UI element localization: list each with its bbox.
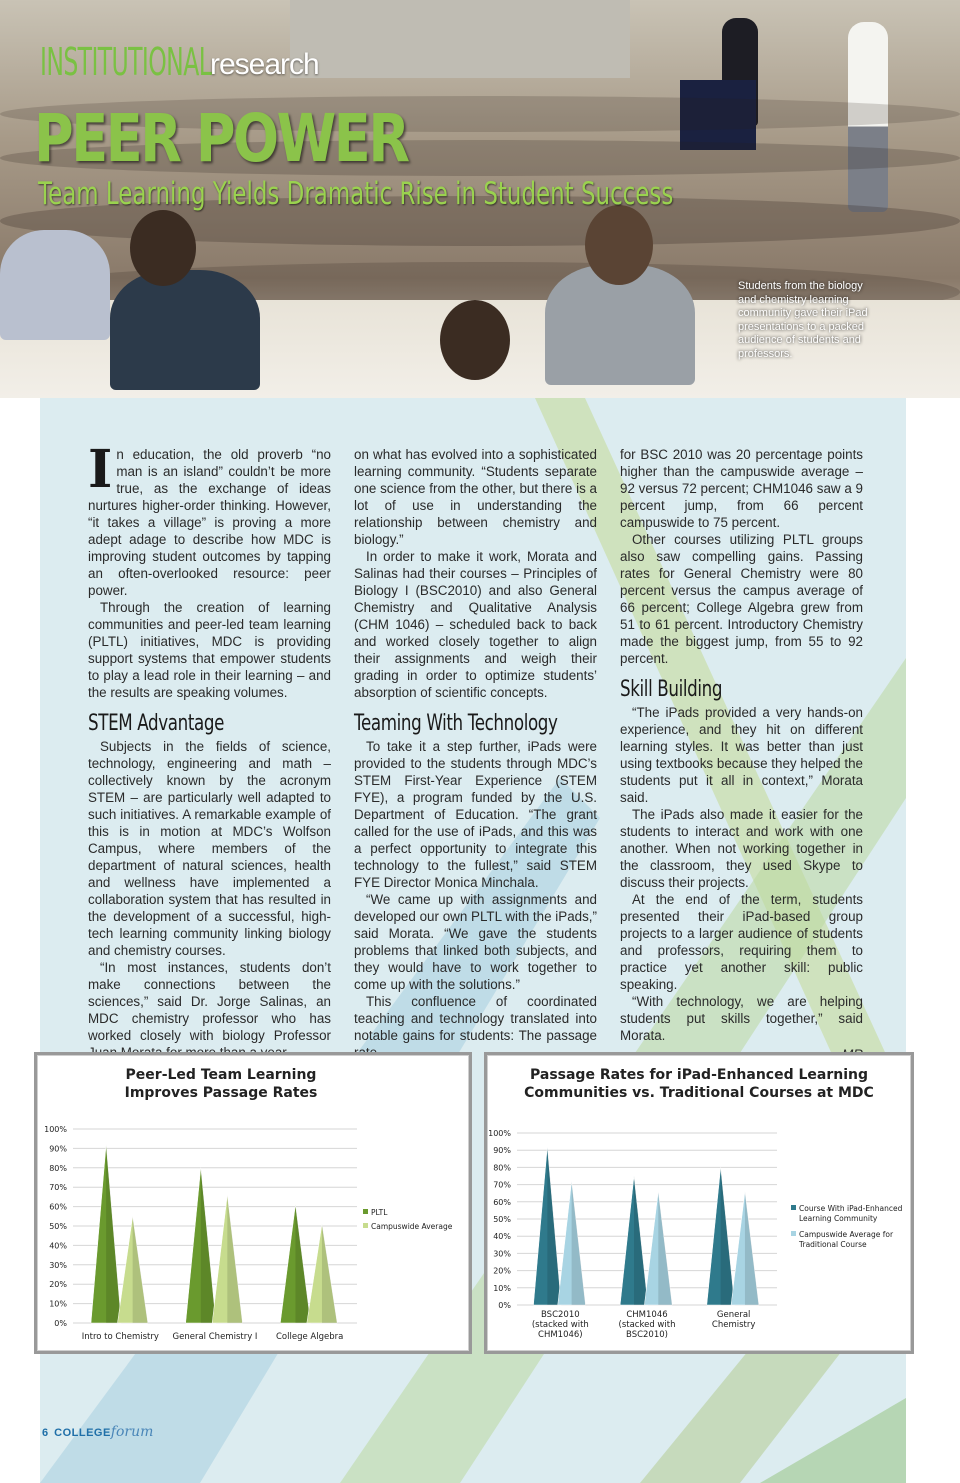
paragraph: The iPads also made it easier for the students to interact and work with one another. When not working together in the classroom, they used Skype to discuss their projects. bbox=[620, 807, 863, 890]
article-column-3 bbox=[620, 446, 863, 1063]
y-tick-label: 50% bbox=[49, 1222, 67, 1231]
paragraph: “We came up with assignments and developed our own PLTL with the iPads,” said Morata. “We gave the students problems that linked both subjects, and they would have to work together to come up with the solutions.” bbox=[354, 892, 597, 992]
projection-screen bbox=[290, 0, 630, 78]
legend-label: Course With iPad-Enhanced bbox=[799, 1204, 903, 1213]
chart-svg bbox=[37, 1055, 469, 1351]
y-tick-label: 20% bbox=[493, 1266, 511, 1276]
legend-label: Traditional Course bbox=[799, 1240, 867, 1249]
chart-pltl-passage-rates bbox=[34, 1052, 472, 1354]
paragraph: n education, the old proverb “no man is an island” couldn’t be more true, as the exchange of ideas nurtures higher-order thinking. However, “it takes a village” is proving a more adept adage to describe how MDC is improving student outcomes by tapping an often-overlooked resource: peer power. bbox=[88, 447, 331, 598]
x-tick-label: BSC2010) bbox=[626, 1330, 668, 1340]
x-tick-label: General Chemistry I bbox=[172, 1332, 258, 1342]
y-tick-label: 100% bbox=[488, 1129, 511, 1138]
paragraph: To take it a step further, iPads were provided to the students through MDC’s STEM First-Year Experience (STEM FYE), a program funded by the U.S. Department of Education. “The grant called for the use of iPads, and this was a perfect opportunity to integrate this technology to the fullest,” said STEM FYE Director Monica Minchala. bbox=[354, 739, 597, 890]
y-tick-label: 90% bbox=[49, 1144, 67, 1154]
paragraph: This confluence of coordinated teaching and technology translated into notable gains for students: The passage bbox=[354, 994, 597, 1043]
y-tick-label: 60% bbox=[49, 1202, 67, 1212]
paragraph: for BSC 2010 was 20 percentage points higher than the campuswide average – 92 versus 72 percent; CHM1046 saw a 9 percent jump, from 66 percent campuswide to 75 percent. bbox=[620, 447, 863, 530]
y-tick-label: 70% bbox=[493, 1180, 511, 1190]
chart-title-line: Passage Rates for iPad-Enhanced Learning bbox=[529, 1067, 869, 1083]
legend-swatch bbox=[791, 1205, 796, 1210]
chart-bar-shade bbox=[133, 1216, 148, 1323]
page-number: 6 bbox=[42, 1427, 49, 1439]
y-tick-label: 30% bbox=[49, 1260, 67, 1270]
y-tick-label: 40% bbox=[49, 1241, 67, 1251]
heading-stem-advantage: STEM Advantage bbox=[88, 711, 225, 736]
y-tick-label: 20% bbox=[49, 1280, 67, 1290]
chart-title-line: Improves Passage Rates bbox=[124, 1085, 318, 1101]
audience-head bbox=[130, 210, 196, 286]
paragraph: At the end of the term, students presented their iPad-based group projects to a larger audience of students and professors, requiring them to practice yet another skill: public speaking. bbox=[620, 892, 863, 992]
x-tick-label: (stacked with bbox=[618, 1320, 676, 1330]
y-tick-label: 30% bbox=[493, 1249, 511, 1259]
x-tick-label: BSC2010 bbox=[541, 1310, 580, 1320]
legend-label: PLTL bbox=[371, 1208, 388, 1217]
y-tick-label: 40% bbox=[493, 1232, 511, 1242]
page-title: PEER POWER bbox=[34, 100, 408, 177]
y-tick-label: 50% bbox=[493, 1215, 511, 1224]
x-tick-label: CHM1046 bbox=[626, 1310, 668, 1320]
y-tick-label: 10% bbox=[493, 1283, 511, 1293]
y-tick-label: 0% bbox=[498, 1301, 511, 1310]
x-tick-label: CHM1046) bbox=[538, 1330, 583, 1340]
chart-svg bbox=[487, 1055, 911, 1351]
x-tick-label: College Algebra bbox=[276, 1332, 344, 1342]
y-tick-label: 90% bbox=[493, 1146, 511, 1156]
paragraph: on what has evolved into a sophisticated learning community. “Students separate one science from the other, but there is a lot of use in understanding the relationship between chemistry and biology.” bbox=[354, 447, 597, 547]
paragraph: Subjects in the fields of science, technology, engineering and math – collectively known by the acronym STEM – are particularly well adapted to such initiatives. A remarkable example of this is in motion at MDC’s Wolfson Campus, where members of the department of natural sciences, health and wellness have implemented a collaboration system that has resulted in the development of a successful, high-tech learning community linking biology and chemistry courses. bbox=[88, 739, 331, 958]
x-tick-label: Chemistry bbox=[711, 1320, 756, 1330]
audience-member bbox=[110, 270, 260, 390]
heading-skill-building: Skill Building bbox=[620, 677, 723, 702]
y-tick-label: 100% bbox=[44, 1125, 67, 1134]
chart-title-line: Communities vs. Traditional Courses at MDC bbox=[524, 1085, 874, 1101]
page-footer bbox=[42, 1424, 153, 1440]
paragraph: Other courses utilizing PLTL groups also saw compelling gains. Passing rates for General Chemistry were 80 percent versus the campus average of 66 percent; College Algebra grew from 51 to 61 percent. Introductory Chemistry made the biggest jump, from 55 to 92 percent. bbox=[620, 532, 863, 666]
paragraph: “The iPads provided a very hands-on experience, and they hit on different learning styles. It was better than just using textbooks because they helped the students put it all in context,” Morata said. bbox=[620, 705, 863, 805]
paragraph: In order to make it work, Morata and Salinas had their courses – Principles of Biology I (BSC2010) and also General Chemistry and Qualitative Analysis (CHM 1046) – scheduled back to back and worked closely together to align their assignments and weigh their grading in order to optimize students’ absorption of scientific concepts. bbox=[354, 549, 597, 700]
y-tick-label: 80% bbox=[493, 1163, 511, 1173]
audience-member bbox=[0, 230, 110, 340]
article-column-1 bbox=[88, 439, 331, 1061]
chart-bar-shade bbox=[572, 1181, 586, 1305]
y-tick-label: 70% bbox=[49, 1183, 67, 1193]
x-tick-label: Intro to Chemistry bbox=[81, 1332, 159, 1342]
paragraph: “With technology, we are helping students put skills together,” said Morata. bbox=[620, 994, 863, 1043]
y-tick-label: 80% bbox=[49, 1163, 67, 1173]
section-word-research: research bbox=[210, 48, 319, 81]
y-tick-label: 0% bbox=[54, 1319, 67, 1328]
x-tick-label: (stacked with bbox=[531, 1320, 589, 1330]
photo-caption: Students from the biology and chemistry learning community gave their iPad presentations to a packed audience of students and professors. bbox=[738, 280, 868, 360]
legend-label: Campuswide Average for bbox=[799, 1230, 894, 1239]
legend-label: Campuswide Average bbox=[371, 1222, 453, 1231]
section-label bbox=[40, 40, 319, 84]
hero-photo bbox=[0, 0, 960, 398]
legend-swatch bbox=[363, 1223, 368, 1228]
audience-head bbox=[585, 205, 653, 285]
x-tick-label: General bbox=[716, 1310, 751, 1320]
audience-head bbox=[440, 300, 510, 380]
y-tick-label: 60% bbox=[493, 1197, 511, 1207]
article-column-2 bbox=[354, 446, 597, 1061]
chart-ipad-passage-rates bbox=[484, 1052, 914, 1354]
legend-swatch bbox=[363, 1209, 368, 1214]
paragraph: “In most instances, students don’t make connections between the sciences,” said Dr. Jorge Salinas, an MDC chemistry professor who has worked closely with biology Professor bbox=[88, 960, 331, 1043]
chart-title-line: Peer-Led Team Learning bbox=[125, 1067, 317, 1083]
drop-cap: I bbox=[88, 439, 113, 500]
brand-name: COLLEGE bbox=[54, 1427, 111, 1439]
y-tick-label: 10% bbox=[49, 1299, 67, 1309]
legend-label: Learning Community bbox=[799, 1214, 878, 1223]
brand-script: forum bbox=[110, 1424, 154, 1440]
heading-teaming-with-technology: Teaming With Technology bbox=[354, 711, 558, 736]
legend-swatch bbox=[791, 1231, 796, 1236]
section-word-institutional: INSTITUTIONAL bbox=[40, 40, 212, 84]
page-subtitle: Team Learning Yields Dramatic Rise in Student Success bbox=[38, 176, 674, 212]
paragraph: Through the creation of learning communities and peer-led team learning (PLTL) initiatives, MDC is providing support systems that empower students to play a lead role in their learning – and the results are speaking volumes. bbox=[88, 600, 331, 700]
